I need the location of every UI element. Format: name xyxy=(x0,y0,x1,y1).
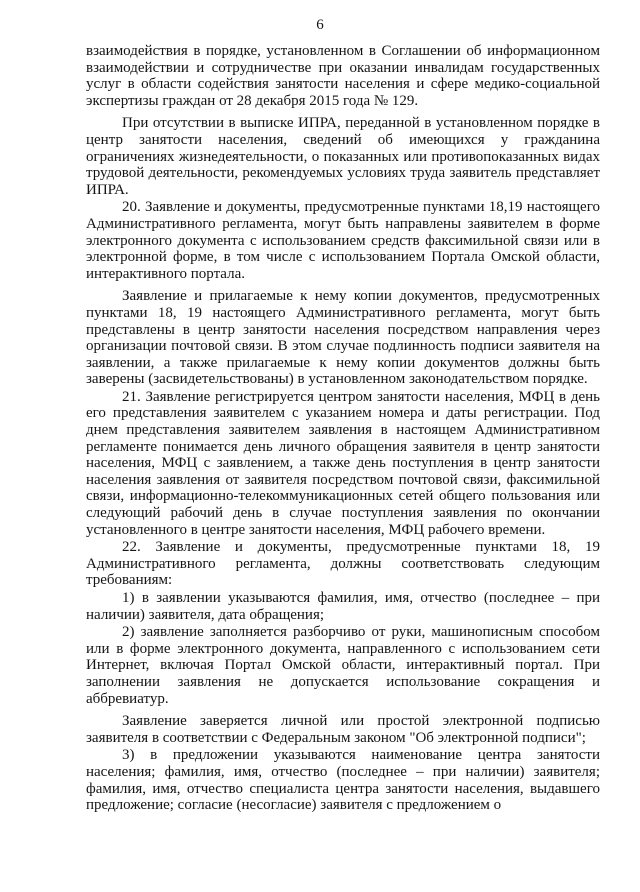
paragraph-electronic-signature: Заявление заверяется личной или простой электронной подписью заявителя в соответствии с Федеральным законом "Об электронной подписи"; xyxy=(86,713,600,746)
paragraph-ipra-absence: При отсутствии в выписке ИПРА, переданной в установленном порядке в центр занятости населения, сведений об имеющихся у гражданина ограничениях жизнедеятельности, о показанных или противопоказанных видах трудовой деятельности, рекомендуемых условиях труда заявитель представляет ИПРА. xyxy=(86,115,600,198)
paragraph-requirement-2: 2) заявление заполняется разборчиво от руки, машинописным способом или в форме электронного документа, направленного с использованием сети Интернет, включая Портал Омской области, интерактивный портал. При заполнении заявления не допускается использование сокращения и аббревиатур. xyxy=(86,624,600,707)
paragraph-item-20: 20. Заявление и документы, предусмотренные пунктами 18,19 настоящего Административного регламента, могут быть направлены заявителем в форме электронного документа с использованием средств факсимильной связи или в электронной форме, в том числе с использованием Портала Омской области, интерактивного портала. xyxy=(86,199,600,282)
document-body xyxy=(86,43,600,815)
paragraph-postal-submission: Заявление и прилагаемые к нему копии документов, предусмотренных пунктами 18, 19 настоящего Административного регламента, могут быть представлены в центр занятости населения посредством направления через организации почтовой связи. В этом случае подлинность подписи заявителя на заявлении, а также прилагаемые к нему копии документов должны быть заверены (засвидетельствованы) в установленном законодательством порядке. xyxy=(86,288,600,388)
paragraph-item-21: 21. Заявление регистрируется центром занятости населения, МФЦ в день его представления заявителем с указанием номера и даты регистрации. Под днем представления заявителем заявления в настоящем Административном регламенте понимается день личного обращения заявителя в центр занятости населения, МФЦ с заявлением, а также день поступления в центр занятости населения заявления от заявителя посредством почтовой связи, факсимильной связи, информационно-телекоммуникационных сетей общего пользования или следующий рабочий день в случае поступления заявления по окончании установленного в центре занятости населения, МФЦ рабочего времени. xyxy=(86,388,600,538)
page-number: 6 xyxy=(316,17,324,33)
paragraph-requirement-1: 1) в заявлении указываются фамилия, имя, отчество (последнее – при наличии) заявителя, дата обращения; xyxy=(86,590,600,623)
paragraph-item-22: 22. Заявление и документы, предусмотренные пунктами 18, 19 Административного регламента, должны соответствовать следующим требованиям: xyxy=(86,539,600,589)
paragraph-continuation: взаимодействия в порядке, установленном в Соглашении об информационном взаимодействии и сотрудничестве при оказании инвалидам государственных услуг в области содействия занятости населения и сфере медико-социальной экспертизы граждан от 28 декабря 2015 года № 129. xyxy=(86,43,600,109)
paragraph-requirement-3: 3) в предложении указываются наименование центра занятости населения; фамилия, имя, отчество (последнее – при наличии) заявителя; фамилия, имя, отчество специалиста центра занятости населения, выдавшего предложение; согласие (несогласие) заявителя с предложением о xyxy=(86,747,600,814)
